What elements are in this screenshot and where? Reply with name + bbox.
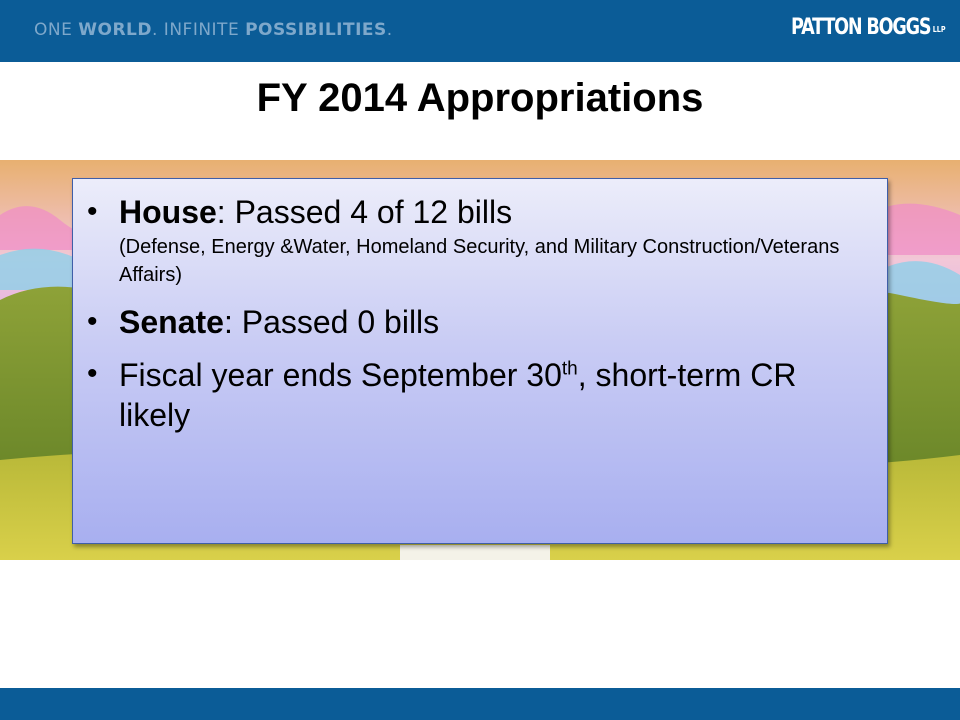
patton-boggs-logo: PATTON BOGGS LLP: [791, 15, 946, 40]
bullet-house: [87, 193, 867, 289]
house-text: : Passed 4 of 12 bills: [216, 194, 513, 230]
fiscal-text: Fiscal year ends September 30: [119, 357, 562, 393]
slide-title: FY 2014 Appropriations: [256, 76, 704, 120]
fiscal-superscript: th: [561, 358, 578, 380]
header-bar: [0, 0, 960, 62]
bullet-senate: [87, 303, 867, 341]
bullet-list: [73, 179, 887, 435]
footer-bar: [0, 688, 960, 720]
content-box: [72, 178, 888, 544]
bullet-dot-icon: •: [87, 305, 98, 338]
senate-text: : Passed 0 bills: [223, 304, 440, 340]
house-detail: (Defense, Energy &Water, Homeland Security, and Military Construction/Veterans Affairs): [119, 236, 840, 286]
bullet-dot-icon: •: [87, 357, 98, 390]
bullet-dot-icon: •: [87, 195, 98, 228]
fiscal-text-after: , short-term CR likely: [119, 357, 797, 433]
bullet-fiscal-year: [87, 355, 867, 435]
senate-label: Senate: [119, 304, 224, 340]
house-label: House: [119, 194, 217, 230]
tagline: ONE WORLD. INFINITE POSSIBILITIES.: [34, 20, 393, 40]
